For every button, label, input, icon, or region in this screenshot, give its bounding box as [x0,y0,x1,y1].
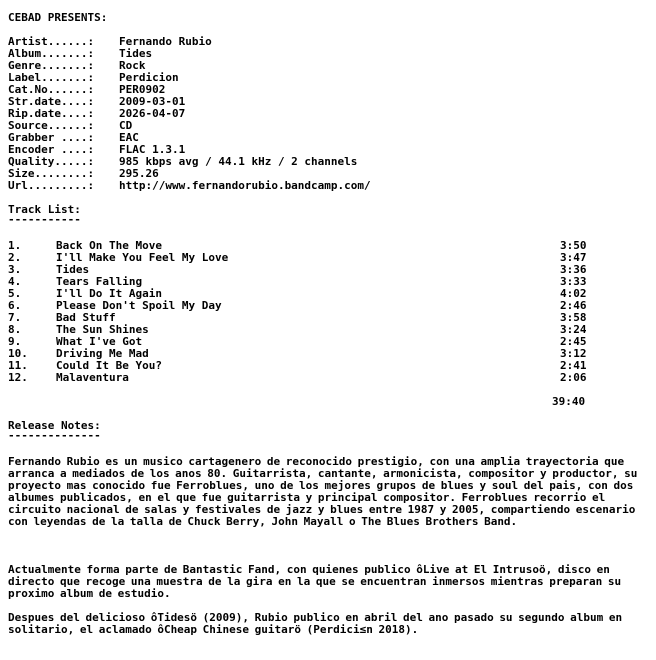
info-key: Grabber ....: [8,131,95,144]
track-number: 1. [8,239,22,252]
info-key: Encoder ....: [8,143,95,156]
track-title: Please Don't Spoil My Day [56,299,222,312]
info-value: 2026-04-07 [119,107,186,120]
info-key: Rip.date....: [8,107,95,120]
tracklist-underline: ----------- [8,213,81,226]
track-row [0,252,656,264]
info-value: 985 kbps avg / 44.1 kHz / 2 channels [119,155,358,168]
track-number: 5. [8,287,22,300]
track-title: What I've Got [56,335,143,348]
info-key: Url.........: [8,179,95,192]
track-row [0,372,656,384]
track-title: The Sun Shines [56,323,149,336]
track-title: Driving Me Mad [56,347,149,360]
header-title: CEBAD PRESENTS: [8,11,108,24]
track-number: 2. [8,251,22,264]
info-value: 2009-03-01 [119,95,186,108]
track-duration: 2:41 [560,359,587,372]
track-duration: 2:45 [560,335,587,348]
track-number: 12. [8,371,28,384]
info-value: FLAC 1.3.1 [119,143,186,156]
info-value: Perdicion [119,71,179,84]
track-number: 8. [8,323,22,336]
track-title: Could It Be You? [56,359,162,372]
info-key: Source......: [8,119,95,132]
tracklist-heading: Track List: [8,203,81,216]
info-key: Size........: [8,167,95,180]
track-title: I'll Do It Again [56,287,162,300]
info-key: Album.......: [8,47,95,60]
info-key: Label.......: [8,71,95,84]
track-duration: 4:02 [560,287,587,300]
track-duration: 3:58 [560,311,587,324]
track-duration: 2:46 [560,299,587,312]
track-duration: 3:47 [560,251,587,264]
release-notes-underline: -------------- [8,429,101,442]
track-number: 3. [8,263,22,276]
track-number: 9. [8,335,22,348]
track-duration: 3:50 [560,239,587,252]
track-title: I'll Make You Feel My Love [56,251,229,264]
track-title: Tides [56,263,90,276]
track-number: 4. [8,275,22,288]
info-key: Quality.....: [8,155,95,168]
info-key: Genre.......: [8,59,95,72]
info-value: 295.26 [119,167,159,180]
release-notes-heading: Release Notes: [8,419,101,432]
release-notes-paragraph: Fernando Rubio es un musico cartagenero de reconocido prestigio, con una amplia trayectoria que arranca a mediados de los anos 80. Guitarrista, cantante, armonicista, compositor y productor, su proyecto mas conocido fue Ferroblues, uno de los mejores grupos de blues y soul del pais, con dos albumes publicados, en el que fue guitarrista y principal compositor. Ferroblues recorrio el circuito nacional de salas y festivales de jazz y blues entre 1987 y 2005, compartiendo escenario con leyendas de la talla de Chuck Berry, John Mayall o The Blues Brothers Band. [8,455,638,528]
track-number: 10. [8,347,28,360]
info-value: Tides [119,47,153,60]
track-duration: 3:36 [560,263,587,276]
info-key: Str.date....: [8,95,95,108]
info-value: Rock [119,59,146,72]
track-number: 11. [8,359,28,372]
track-duration: 2:06 [560,371,587,384]
info-key: Artist......: [8,35,95,48]
track-number: 6. [8,299,22,312]
total-duration: 39:40 [552,395,586,408]
track-title: Bad Stuff [56,311,116,324]
track-title: Back On The Move [56,239,162,252]
track-title: Malaventura [56,371,129,384]
info-value: Fernando Rubio [119,35,212,48]
info-value: http://www.fernandorubio.bandcamp.com/ [119,179,371,192]
track-number: 7. [8,311,22,324]
track-title: Tears Falling [56,275,143,288]
info-key: Cat.No......: [8,83,95,96]
info-value: EAC [119,131,139,144]
track-duration: 3:33 [560,275,587,288]
track-duration: 3:24 [560,323,587,336]
info-value: CD [119,119,133,132]
release-notes-paragraph: Actualmente forma parte de Bantastic Fand, con quienes publico ôLive at El Intrusoö, disco en directo que recoge una muestra de la gira en la que se encuentran inmersos mientras preparan su proximo album de estudio. [8,563,622,600]
info-row-url [8,180,371,192]
info-value: PER0902 [119,83,166,96]
track-duration: 3:12 [560,347,587,360]
release-notes-paragraph: Despues del delicioso ôTidesö (2009), Rubio publico en abril del ano pasado su segundo album en solitario, el aclamado ôCheap Chinese guitarö (Perdici≤n 2018). [8,611,623,636]
